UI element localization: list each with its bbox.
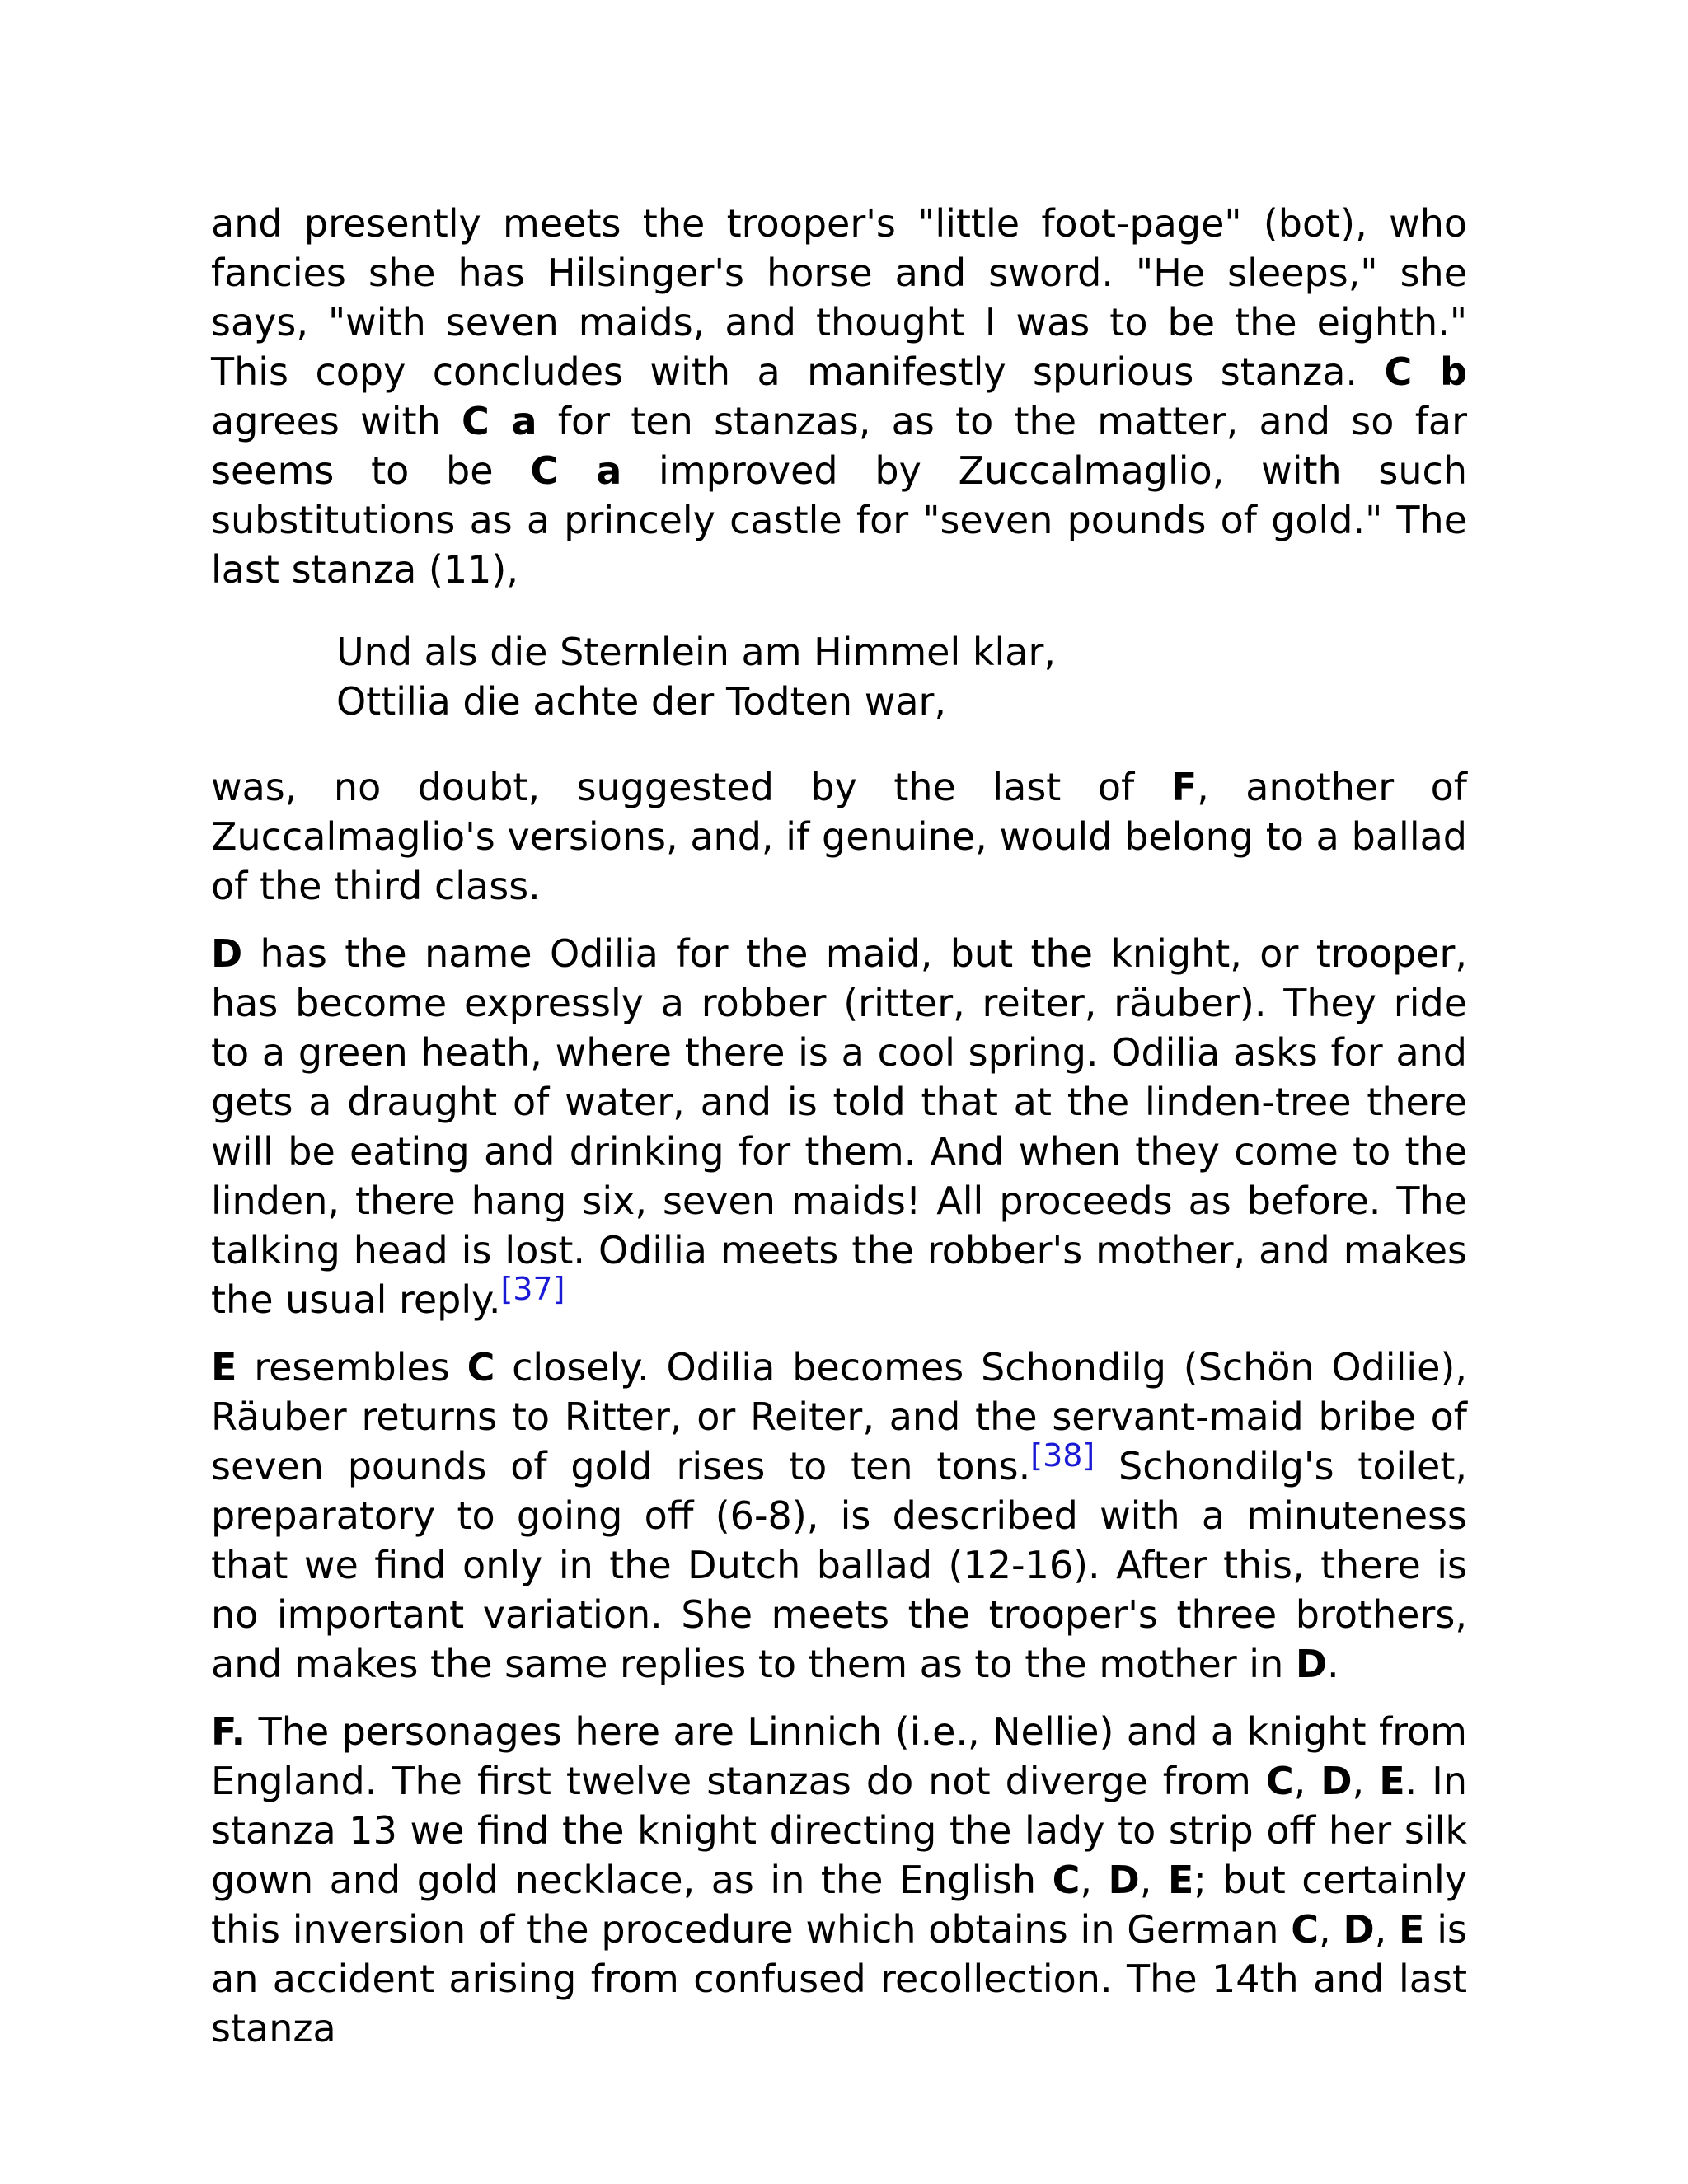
bold-reference: D <box>1343 1907 1375 1952</box>
footnote-link[interactable]: [38] <box>1030 1437 1095 1474</box>
text-run: resembles <box>237 1345 467 1390</box>
paragraph-1 <box>211 199 1467 594</box>
bold-reference: E <box>1379 1759 1405 1803</box>
text-run: , <box>1374 1907 1400 1952</box>
text-run: ; but certainly this inversion of the procedure which obtains in German <box>211 1858 1467 1952</box>
bold-reference: E <box>211 1345 237 1390</box>
bold-reference: C a <box>530 448 622 493</box>
bold-reference: C <box>1291 1907 1320 1952</box>
bold-reference: F <box>1170 765 1198 809</box>
bold-reference: E <box>1399 1907 1425 1952</box>
paragraph-4 <box>211 1343 1467 1689</box>
bold-reference: C a <box>462 399 537 443</box>
bold-reference: E <box>1167 1858 1194 1902</box>
verse-quote <box>336 627 1467 726</box>
page-body <box>211 199 1467 2071</box>
footnote-link[interactable]: [37] <box>500 1271 565 1307</box>
text-run: , <box>1352 1759 1380 1803</box>
paragraph-5 <box>211 1707 1467 2053</box>
bold-reference: C b <box>1384 349 1468 394</box>
bold-reference: C <box>1265 1759 1294 1803</box>
text-run: agrees with <box>211 399 462 443</box>
verse-line-2: Ottilia die achte der Todten war, <box>336 679 947 724</box>
text-run: , <box>1139 1858 1168 1902</box>
text-run: has the name Odilia for the maid, but the knight, or trooper, has become expressly a robber (ritter, reiter, räuber). They ride to a green heath, where there is a cool spring. Odilia asks for and gets a draught of water, and is told that at the linden-tree there will be eating and drinking for them. And when they come to the linden, there hang six, seven maids! All proceeds as before. The talking head is lost. Odilia meets the robber's mother, and makes the usual reply. <box>211 931 1467 1322</box>
paragraph-3 <box>211 929 1467 1324</box>
text-run: . In stanza 13 we find the knight directing the lady to strip off her silk gown and gold necklace, as in the English <box>211 1759 1468 1902</box>
bold-reference: C <box>1052 1858 1081 1902</box>
bold-reference: D <box>1108 1858 1140 1902</box>
bold-reference: C <box>467 1345 495 1390</box>
text-run: is an accident arising from confused recollection. The 14th and last stanza <box>211 1907 1468 2050</box>
text-run: , another of Zuccalmaglio's versions, and, if genuine, would belong to a ballad of the third class. <box>211 765 1467 908</box>
text-run: The personages here are Linnich (i.e., Nellie) and a knight from England. The first twelve stanzas do not diverge from <box>211 1709 1467 1803</box>
text-run: , <box>1080 1858 1109 1902</box>
text-run: closely. Odilia becomes Schondilg (Schön Odilie), Räuber returns to Ritter, or Reiter, and the servant-maid bribe of seven pounds of gold rises to ten tons. <box>211 1345 1467 1488</box>
text-run: improved by Zuccalmaglio, with such substitutions as a princely castle for "seven pounds of gold." The last stanza (11), <box>211 448 1467 592</box>
bold-reference: D <box>1295 1642 1328 1686</box>
text-run: Schondilg's toilet, preparatory to going off (6-8), is described with a minuteness that we find only in the Dutch ballad (12-16). After this, there is no important variation. She meets the trooper's three brothers, and makes the same replies to them as to the mother in <box>211 1444 1467 1686</box>
text-run: was, no doubt, suggested by the last of <box>211 765 1171 809</box>
text-run: . <box>1327 1642 1339 1686</box>
text-run: for ten stanzas, as to the matter, and so far seems to be <box>211 399 1467 493</box>
bold-reference: D <box>1320 1759 1353 1803</box>
bold-reference: F. <box>211 1709 246 1754</box>
paragraph-2 <box>211 762 1467 911</box>
text-run: and presently meets the trooper's "little foot-page" (bot), who fancies she has Hilsinger's horse and sword. "He sleeps," she says, "with seven maids, and thought I was to be the eighth." This copy concludes with a manifestly spurious stanza. <box>211 201 1467 394</box>
text-run: , <box>1293 1759 1321 1803</box>
verse-line-1: Und als die Sternlein am Himmel klar, <box>336 630 1056 674</box>
text-run: , <box>1319 1907 1343 1952</box>
bold-reference: D <box>211 931 243 976</box>
